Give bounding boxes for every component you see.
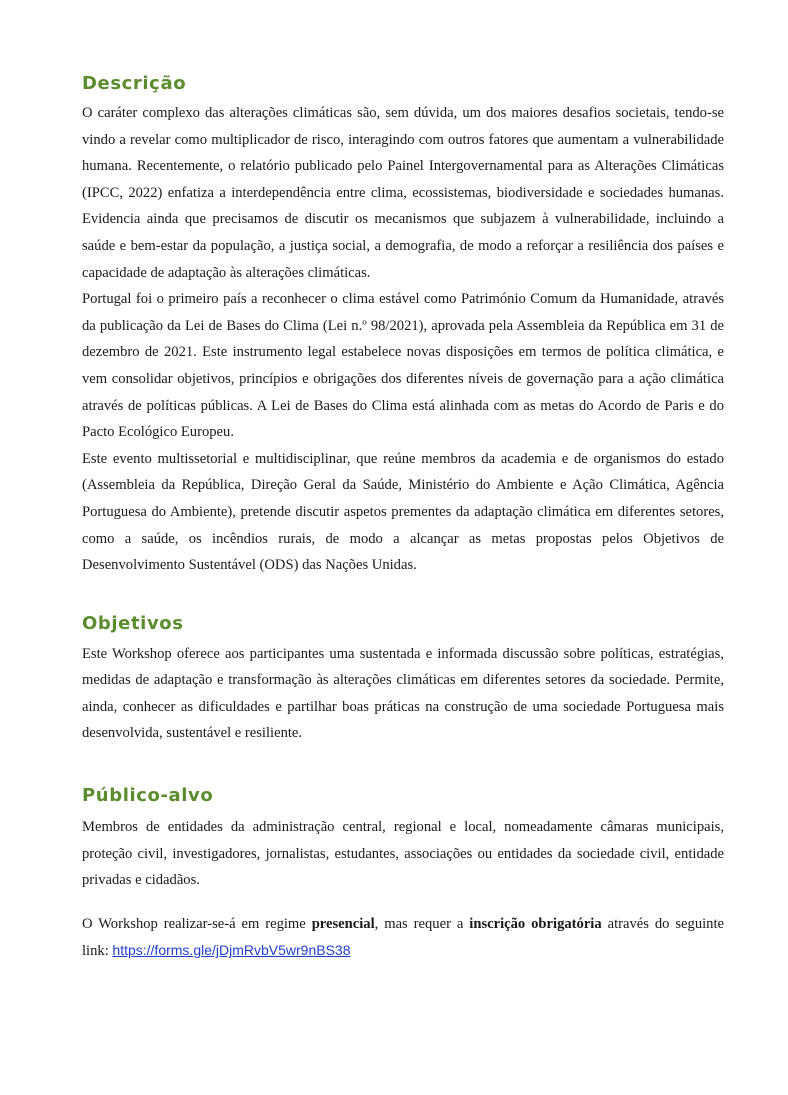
objetivos-paragraph: Este Workshop oferece aos participantes uma sustentada e informada discussão sobre políticas, estratégias, medidas de adaptação e transformação às alterações climáticas em diferentes setores da sociedade. Permite, ainda, conhecer as dificuldades e partilhar boas práticas na construção de uma sociedade Portuguesa mais desenvolvida, sustentável e resiliente.: [82, 645, 724, 742]
registration-notice: [82, 911, 724, 965]
registration-form-link[interactable]: https://forms.gle/jDjmRvbV5wr9nBS38: [112, 942, 351, 959]
registration-paragraph: [82, 911, 724, 965]
registration-requirement: inscrição obrigatória: [469, 915, 602, 932]
descricao-paragraph-1: O caráter complexo das alterações climáticas são, sem dúvida, um dos maiores desafios societais, tendo-se vindo a revelar como multiplicador de risco, interagindo com outros fatores que aumentam a vulnerabilidade humana. Recentemente, o relatório publicado pelo Painel Intergovernamental para as Alterações Climáticas (IPCC, 2022) enfatiza a interdependência entre clima, ecossistemas, biodiversidade e sociedades humanas. Evidencia ainda que precisamos de discutir os mecanismos que subjazem à vulnerabilidade, incluindo a saúde e bem-estar da população, a justiça social, a demografia, de modo a reforçar a resiliência dos países e capacidade de adaptação às alterações climáticas.: [82, 105, 724, 281]
registration-text-2: , mas requer a: [374, 915, 470, 932]
section-heading-objetivos: Objetivos: [82, 612, 184, 634]
document-page: [82, 70, 724, 965]
registration-text-1: O Workshop realizar-se-á em regime: [82, 915, 312, 932]
section-objetivos: [82, 610, 724, 747]
descricao-paragraph-2: Portugal foi o primeiro país a reconhecer o clima estável como Património Comum da Humanidade, através da publicação da Lei de Bases do Clima (Lei n.º 98/2021), aprovada pela Assembleia da República em 31 de dezembro de 2021. Este instrumento legal estabelece novas disposições em termos de política climática, e vem consolidar objetivos, princípios e obrigações dos diferentes níveis de governação para a ação climática através de políticas públicas. A Lei de Bases do Clima está alinhada com as metas do Acordo de Paris e do Pacto Ecológico Europeu.: [82, 291, 724, 441]
registration-mode: presencial: [311, 915, 375, 932]
section-publico-alvo: [82, 782, 724, 894]
section-descricao: [82, 70, 724, 579]
registration-text-3: através do seguinte link:: [82, 915, 725, 960]
publico-alvo-paragraph: Membros de entidades da administração central, regional e local, nomeadamente câmaras municipais, proteção civil, investigadores, jornalistas, estudantes, associações ou entidades da sociedade civil, entidade privadas e cidadãos.: [82, 819, 724, 889]
section-heading-descricao: Descrição: [82, 73, 187, 94]
section-heading-publico-alvo: Público-alvo: [82, 785, 214, 807]
descricao-paragraph-3: Este evento multissetorial e multidisciplinar, que reúne membros da academia e de organismos do estado (Assembleia da República, Direção Geral da Saúde, Ministério do Ambiente e Ação Climática, Agência Portuguesa do Ambiente), pretende discutir aspetos prementes da adaptação climática em diferentes setores, como a saúde, os incêndios rurais, de modo a alcançar as metas propostas pelos Objetivos de Desenvolvimento Sustentável (ODS) das Nações Unidas.: [82, 450, 724, 574]
